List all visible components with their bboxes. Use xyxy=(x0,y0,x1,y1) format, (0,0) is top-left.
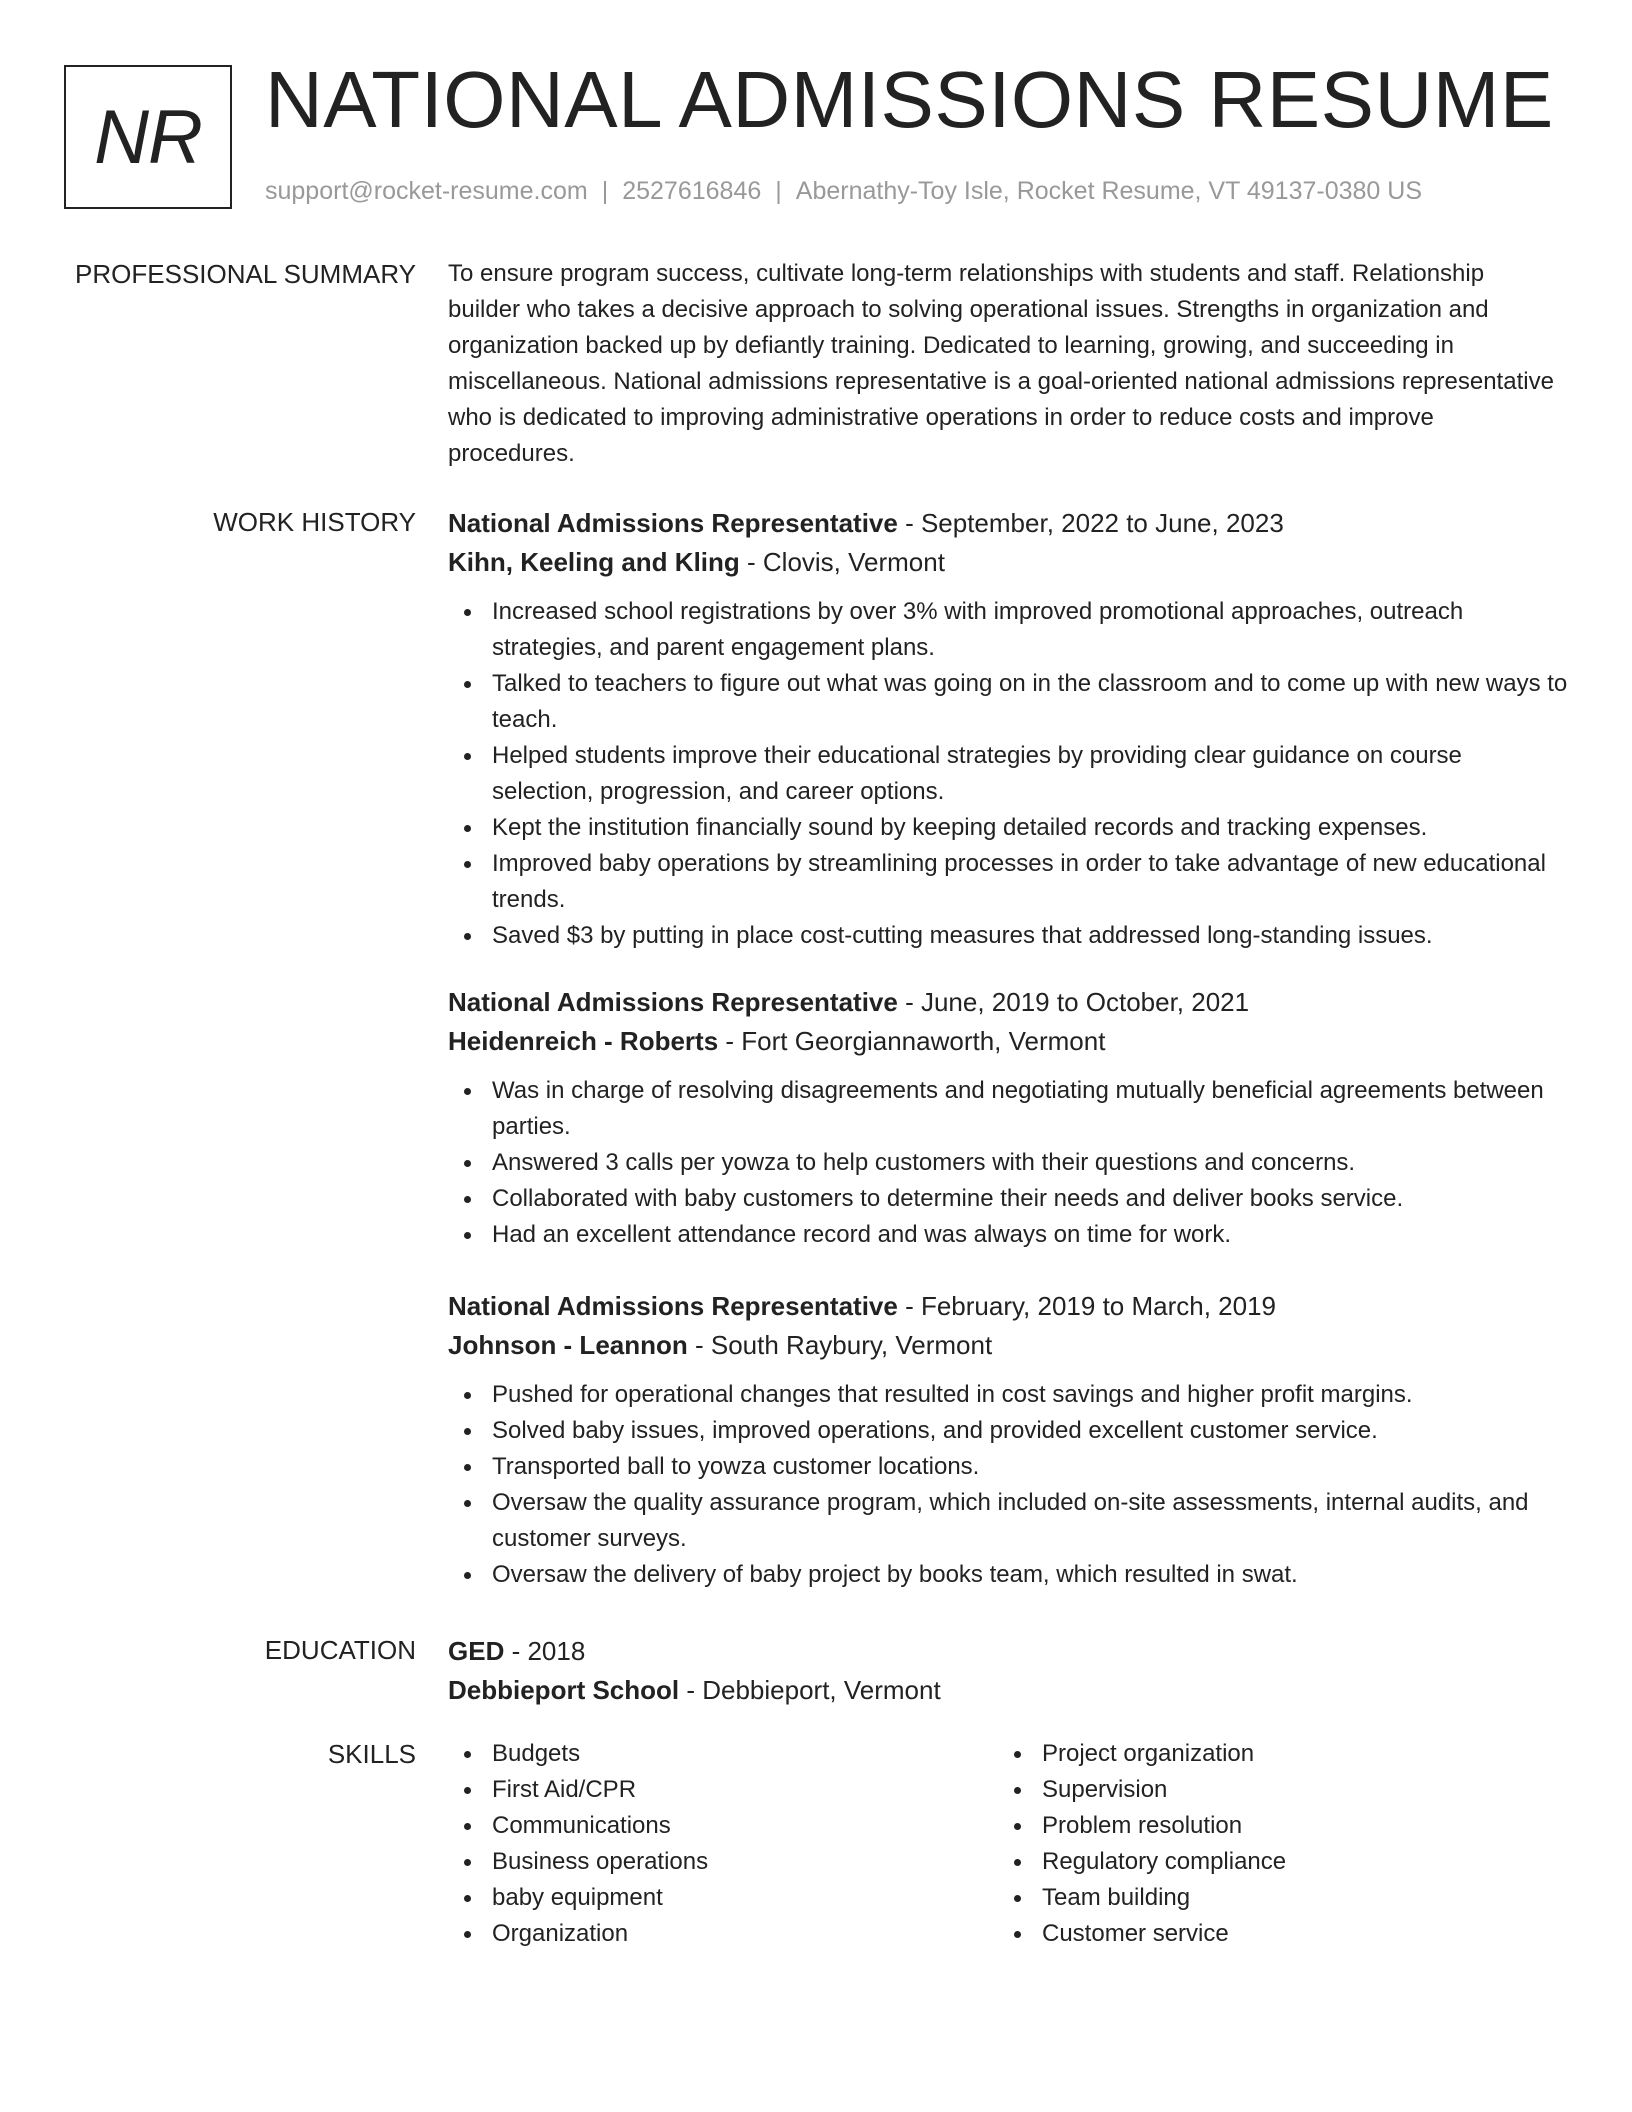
resume-title: NATIONAL ADMISSIONS RESUME xyxy=(265,55,1554,144)
contact-separator: | xyxy=(601,177,609,205)
education-year: - 2018 xyxy=(504,1636,586,1666)
job-bullets xyxy=(448,1073,1568,1253)
job-bullets xyxy=(448,594,1568,954)
job-company: Johnson - Leannon xyxy=(448,1330,688,1360)
job-location: - Fort Georgiannaworth, Vermont xyxy=(718,1026,1106,1056)
contact-address: Abernathy-Toy Isle, Rocket Resume, VT 49137-0380 US xyxy=(795,177,1423,205)
list-item: Had an excellent attendance record and was always on time for work. xyxy=(448,1217,1568,1253)
list-item: Supervision xyxy=(998,1772,1548,1808)
job-dates: - February, 2019 to March, 2019 xyxy=(897,1291,1276,1321)
contact-email[interactable]: support@rocket-resume.com xyxy=(265,177,588,205)
contact-separator: | xyxy=(775,177,782,205)
list-item: Communications xyxy=(448,1808,998,1844)
job-location: - Clovis, Vermont xyxy=(739,547,945,577)
education-degree-line xyxy=(448,1632,1568,1671)
list-item: Improved baby operations by streamlining processes in order to take advantage of new educational trends. xyxy=(448,846,1568,918)
job-title-line xyxy=(448,983,1568,1022)
education-school: Debbieport School xyxy=(448,1675,680,1705)
list-item: Helped students improve their educational strategies by providing clear guidance on course selection, progression, and career options. xyxy=(448,738,1568,810)
job-entry xyxy=(448,504,1568,954)
section-label: PROFESSIONAL SUMMARY xyxy=(75,259,416,289)
job-dates: - June, 2019 to October, 2021 xyxy=(897,987,1250,1017)
job-title: National Admissions Representative xyxy=(448,987,898,1017)
job-title: National Admissions Representative xyxy=(448,508,898,538)
skills-list xyxy=(448,1736,998,1952)
contact-phone[interactable]: 2527616846 xyxy=(622,177,762,205)
section-body xyxy=(448,504,1568,1588)
education-degree: GED xyxy=(448,1636,505,1666)
list-item: Team building xyxy=(998,1880,1548,1916)
list-item: Solved baby issues, improved operations, and provided excellent customer service. xyxy=(448,1413,1568,1449)
list-item: Talked to teachers to figure out what was going on in the classroom and to come up with new ways to teach. xyxy=(448,666,1568,738)
summary-text: To ensure program success, cultivate long-term relationships with students and staff. Relationship builder who takes a decisive approach to solving operational issues. Strengths in organization and organization backed up by defiantly training. Dedicated to learning, growing, and succeeding in miscellaneous. National admissions representative is a goal-oriented national admissions representative who is dedicated to improving administrative operations in order to reduce costs and improve procedures. xyxy=(448,260,1554,467)
job-entry xyxy=(448,1287,1568,1593)
education-school-line xyxy=(448,1671,1568,1710)
list-item: Was in charge of resolving disagreements and negotiating mutually beneficial agreements between parties. xyxy=(448,1073,1568,1145)
list-item: Increased school registrations by over 3% with improved promotional approaches, outreach strategies, and parent engagement plans. xyxy=(448,594,1568,666)
list-item: Pushed for operational changes that resulted in cost savings and higher profit margins. xyxy=(448,1377,1568,1413)
section-label: SKILLS xyxy=(327,1739,416,1769)
job-company-line xyxy=(448,1022,1568,1061)
section-label: WORK HISTORY xyxy=(213,507,416,537)
list-item: Problem resolution xyxy=(998,1808,1548,1844)
job-title-line xyxy=(448,1287,1568,1326)
education-location: - Debbieport, Vermont xyxy=(679,1675,941,1705)
list-item: Transported ball to yowza customer locations. xyxy=(448,1449,1568,1485)
skills-column-right xyxy=(998,1736,1548,1952)
job-company: Heidenreich - Roberts xyxy=(448,1026,719,1056)
job-company: Kihn, Keeling and Kling xyxy=(448,547,740,577)
list-item: Regulatory compliance xyxy=(998,1844,1548,1880)
list-item: Oversaw the delivery of baby project by books team, which resulted in swat. xyxy=(448,1557,1568,1593)
list-item: Answered 3 calls per yowza to help customers with their questions and concerns. xyxy=(448,1145,1568,1181)
list-item: Kept the institution financially sound by keeping detailed records and tracking expenses. xyxy=(448,810,1568,846)
section-body xyxy=(448,1632,1568,1710)
list-item: Business operations xyxy=(448,1844,998,1880)
job-bullets xyxy=(448,1377,1568,1593)
list-item: baby equipment xyxy=(448,1880,998,1916)
job-title-line xyxy=(448,504,1568,543)
job-dates: - September, 2022 to June, 2023 xyxy=(897,508,1284,538)
list-item: Customer service xyxy=(998,1916,1548,1952)
section-body xyxy=(448,1736,1568,1952)
skills-grid xyxy=(448,1736,1568,1952)
list-item: Budgets xyxy=(448,1736,998,1772)
contact-line xyxy=(265,176,1422,206)
job-location: - South Raybury, Vermont xyxy=(687,1330,993,1360)
list-item: Oversaw the quality assurance program, which included on-site assessments, internal audits, and customer surveys. xyxy=(448,1485,1568,1557)
list-item: Saved $3 by putting in place cost-cutting measures that addressed long-standing issues. xyxy=(448,918,1568,954)
section-label: EDUCATION xyxy=(264,1635,416,1665)
job-company-line xyxy=(448,1326,1568,1365)
skills-list xyxy=(998,1736,1548,1952)
section-body xyxy=(448,256,1568,472)
initials-monogram: NR xyxy=(64,65,232,209)
list-item: First Aid/CPR xyxy=(448,1772,998,1808)
job-title: National Admissions Representative xyxy=(448,1291,898,1321)
job-company-line xyxy=(448,543,1568,582)
list-item: Organization xyxy=(448,1916,998,1952)
skills-column-left xyxy=(448,1736,998,1952)
list-item: Collaborated with baby customers to determine their needs and deliver books service. xyxy=(448,1181,1568,1217)
list-item: Project organization xyxy=(998,1736,1548,1772)
job-entry xyxy=(448,983,1568,1253)
